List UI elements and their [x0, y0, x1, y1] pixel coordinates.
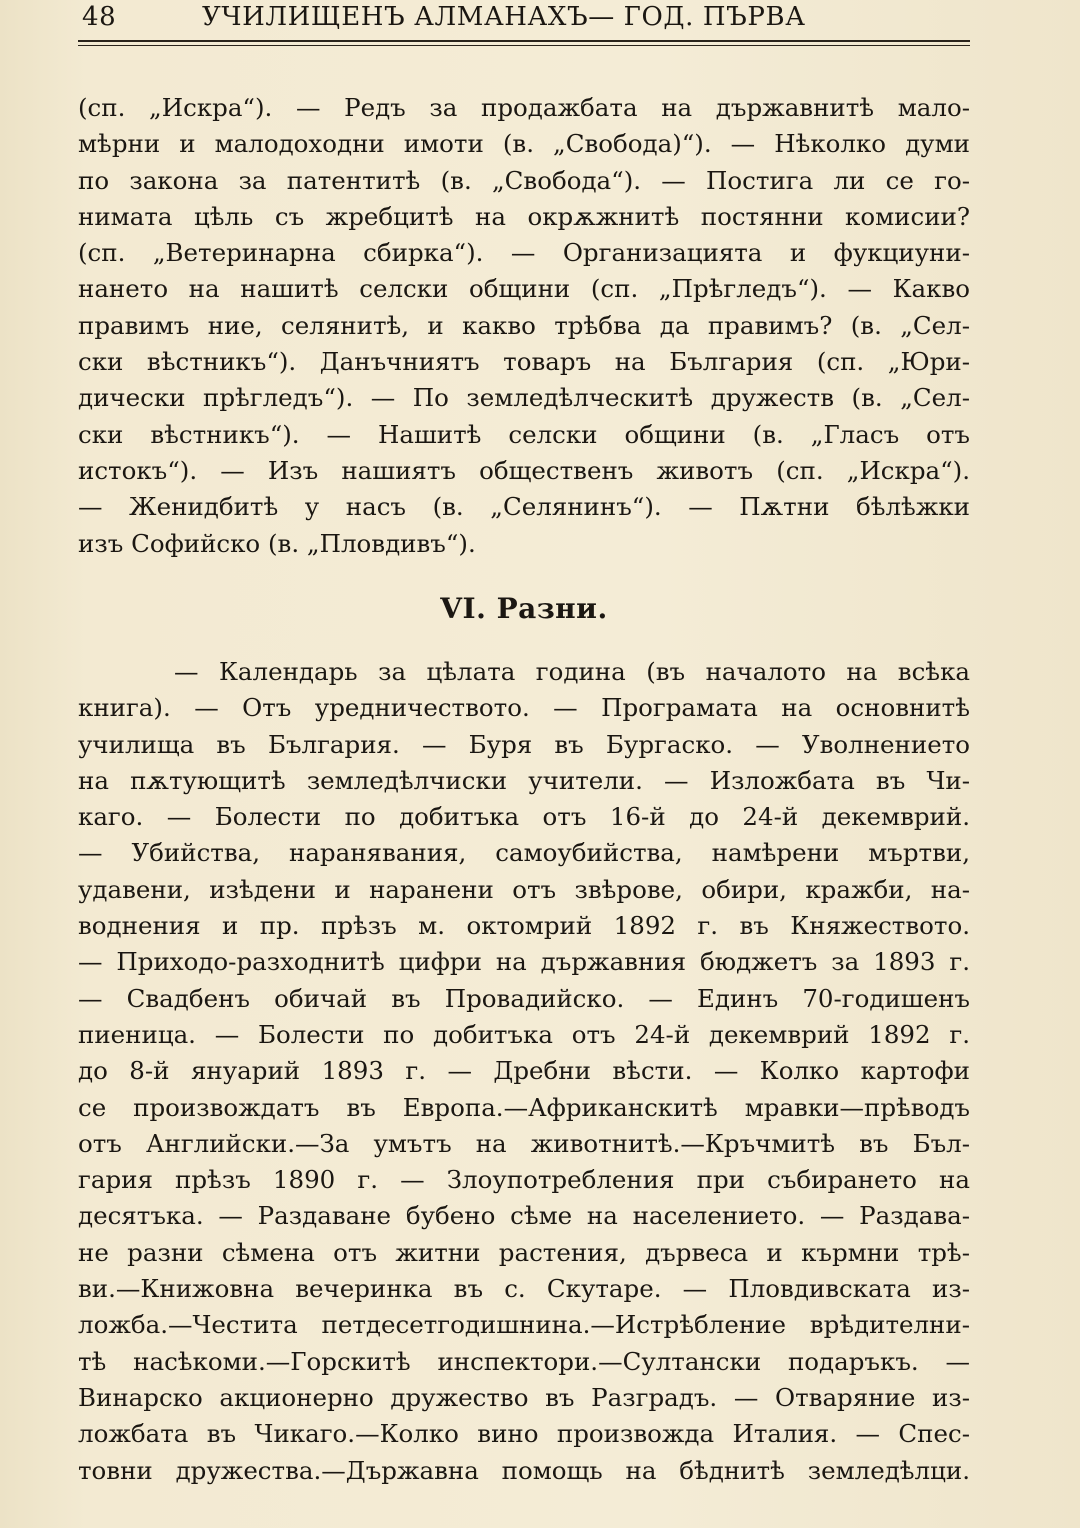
section-heading: VI. Разни. — [440, 592, 608, 625]
text-line: се произвождатъ въ Европа.—Африканскитѣ мравки—прѣводъ — [78, 1092, 970, 1122]
text-line: пиеница. — Болести по добитъка отъ 24-й декемврий 1892 г. — [78, 1019, 970, 1049]
text-line: нимата цѣль съ жребцитѣ на окрѫжнитѣ постянни комисии? — [78, 201, 970, 231]
text-line: — Свадбенъ обичай въ Провадийско. — Единъ 70-годишенъ — [78, 983, 970, 1013]
text-line: каго. — Болести по добитъка отъ 16-й до 24-й декемврий. — [78, 802, 970, 832]
text-line: десятъка. — Раздаване бубено сѣме на населението. — Раздава- — [78, 1201, 970, 1231]
text-line: истокъ“). — Изъ нашиятъ общественъ животъ (сп. „Искра“). — [78, 455, 970, 485]
text-line: — Календарь за цѣлата година (въ началото на всѣка — [174, 657, 970, 686]
text-line: ложбата въ Чикаго.—Колко вино произвожда Италия. — Спес- — [78, 1419, 970, 1449]
section-body — [78, 654, 970, 1489]
header-rule-thick — [78, 40, 970, 42]
bibliography-continuation — [78, 90, 970, 562]
text-line: Винарско акционерно дружество въ Разградъ. — Отваряние из- — [78, 1382, 970, 1412]
text-line: (сп. „Искра“). — Редъ за продажбата на държавнитѣ мало- — [78, 93, 970, 122]
text-line: до 8-й януарий 1893 г. — Дребни вѣсти. — Колко картофи — [78, 1056, 970, 1086]
text-line: — Женидбитѣ у насъ (в. „Селянинъ“). — Пѫтни бѣлѣжки — [78, 492, 970, 522]
text-line: ски вѣстникъ“). — Нашитѣ селски общини (в. „Гласъ отъ — [78, 419, 970, 449]
text-line: тѣ насѣкоми.—Горскитѣ инспектори.—Султански подаръкъ. — — [78, 1346, 970, 1376]
text-line: изъ Софийско (в. „Пловдивъ“). — [78, 528, 476, 558]
text-line: училища въ България. — Буря въ Бургаско. — Уволнението — [78, 729, 970, 759]
text-line: — Приходо-разходнитѣ цифри на държавния бюджетъ за 1893 г. — [78, 947, 970, 977]
text-line: ви.—Книжовна вечеринка въ с. Скутаре. — Пловдивската из- — [78, 1274, 970, 1304]
text-line: правимъ ние, селянитѣ, и какво трѣбва да правимъ? (в. „Сел- — [78, 310, 970, 340]
running-title: УЧИЛИЩЕНЪ АЛМАНАХЪ— ГОД. ПЪРВА — [202, 2, 806, 32]
text-line: нането на нашитѣ селски общини (сп. „Прѣгледъ“). — Какво — [78, 274, 970, 304]
text-line: не разни сѣмена отъ житни растения, дървеса и кърмни трѣ- — [78, 1237, 970, 1267]
text-line: удавени, изѣдени и наранени отъ звѣрове, обири, кражби, на- — [78, 874, 970, 904]
text-line: воднения и пр. прѣзъ м. октомрий 1892 г. въ Княжеството. — [78, 911, 970, 941]
text-line: книга). — Отъ уредничеството. — Програмата на основнитѣ — [78, 693, 970, 723]
header-rule-thin — [78, 45, 970, 46]
text-line: гария прѣзъ 1890 г. — Злоупотребления при събирането на — [78, 1165, 970, 1195]
text-line: отъ Английски.—За умътъ на животнитѣ.—Кръчмитѣ въ Бъл- — [78, 1128, 970, 1158]
text-line: товни дружества.—Държавна помощь на бѣднитѣ земледѣлци. — [78, 1455, 970, 1485]
text-line: — Убийства, наранявания, самоубийства, намѣрени мъртви, — [78, 838, 970, 868]
text-line: ски вѣстникъ“). Данъчниятъ товаръ на България (сп. „Юри- — [78, 347, 970, 377]
text-line: мѣрни и малодоходни имоти (в. „Свобода)“). — Нѣколко думи — [78, 129, 970, 159]
text-line: по закона за патентитѣ (в. „Свобода“). — Постига ли се го- — [78, 165, 970, 195]
page-number: 48 — [82, 2, 117, 32]
text-line: (сп. „Ветеринарна сбирка“). — Организацията и фукциуни- — [78, 238, 970, 268]
text-line: дически прѣгледъ“). — По земледѣлческитѣ дружеств (в. „Сел- — [78, 383, 970, 413]
text-line: на пѫтующитѣ земледѣлчиски учители. — Изложбата въ Чи- — [78, 765, 970, 795]
text-line: ложба.—Честита петдесетгодишнина.—Истрѣбление врѣдителни- — [78, 1310, 970, 1340]
page-header — [82, 0, 970, 36]
